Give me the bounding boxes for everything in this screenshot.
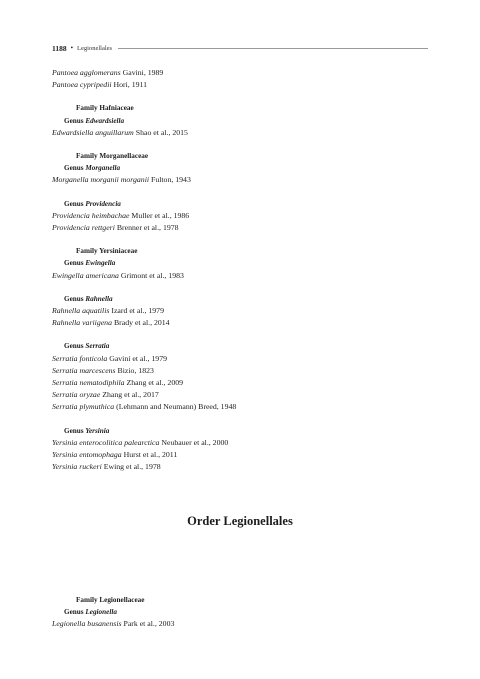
species-authority: Shao et al., 2015 xyxy=(135,127,188,137)
species-authority: Brady et al., 2014 xyxy=(113,318,170,328)
species-entry xyxy=(52,317,432,329)
species-name: Yersinia ruckeri xyxy=(52,462,102,472)
species-authority: Gavini, 1989 xyxy=(122,68,164,77)
spacer xyxy=(52,91,432,102)
genus-prefix: Genus xyxy=(64,259,84,268)
species-entry xyxy=(52,210,432,222)
species-authority: Brenner et al., 1978 xyxy=(116,223,179,233)
page-number: 1188 xyxy=(52,43,67,53)
species-name: Serratia oryzae xyxy=(52,390,101,400)
genus-prefix: Genus xyxy=(64,608,84,617)
species-entry xyxy=(52,449,432,461)
species-authority: Izard et al., 1979 xyxy=(111,306,164,316)
species-name: Serratia fonticola xyxy=(52,353,108,363)
species-entry xyxy=(52,437,432,449)
genus-heading xyxy=(52,162,432,174)
species-name: Ewingella americana xyxy=(52,270,119,280)
species-entry xyxy=(52,353,432,365)
running-header xyxy=(52,42,428,54)
genus-name: Legionella xyxy=(85,608,117,617)
species-name: Providencia heimbachae xyxy=(52,210,130,220)
genus-name: Providencia xyxy=(85,199,121,208)
species-entry xyxy=(52,377,432,389)
taxonomy-list xyxy=(52,67,432,473)
species-entry xyxy=(52,127,432,139)
species-authority: Neubauer et al., 2000 xyxy=(161,437,229,447)
genus-prefix: Genus xyxy=(64,342,84,351)
spacer xyxy=(52,329,432,340)
species-name: Serratia marcescens xyxy=(52,365,116,375)
genus-heading xyxy=(52,257,432,269)
species-entry xyxy=(52,79,432,91)
taxonomy-list-bottom xyxy=(52,594,432,631)
species-authority: Bizio, 1823 xyxy=(117,365,154,375)
species-name: Serratia plymuthica xyxy=(52,402,115,412)
spacer xyxy=(52,234,432,245)
species-entry xyxy=(52,305,432,317)
genus-name: Edwardsiella xyxy=(85,116,125,125)
genus-heading xyxy=(52,293,432,305)
header-bullet: • xyxy=(70,44,74,52)
species-authority: Zhang et al., 2009 xyxy=(126,378,184,388)
spacer xyxy=(52,187,432,198)
genus-heading xyxy=(52,115,432,127)
species-entry xyxy=(52,67,432,79)
genus-heading xyxy=(52,606,432,618)
species-name: Pantoea agglomerans xyxy=(52,68,121,77)
family-heading: Family Morganellaceae xyxy=(76,152,149,161)
species-authority: Fulton, 1943 xyxy=(150,175,191,185)
spacer xyxy=(52,139,432,150)
family-heading: Family Yersiniaceae xyxy=(76,247,138,256)
species-authority: Grimont et al., 1983 xyxy=(120,270,184,280)
species-name: Edwardsiella anguillarum xyxy=(52,127,134,137)
species-name: Yersinia enterocolitica palearctica xyxy=(52,437,160,447)
genus-prefix: Genus xyxy=(64,426,84,435)
species-authority: Hurst et al., 2011 xyxy=(123,450,178,460)
spacer xyxy=(52,414,432,425)
species-entry xyxy=(52,270,432,282)
genus-name: Yersinia xyxy=(85,426,110,435)
species-entry xyxy=(52,365,432,377)
genus-heading xyxy=(52,340,432,352)
species-authority: Zhang et al., 2017 xyxy=(102,390,159,400)
genus-heading xyxy=(52,425,432,437)
species-entry xyxy=(52,461,432,473)
species-authority: Hori, 1911 xyxy=(113,80,147,90)
genus-name: Serratia xyxy=(85,342,110,351)
family-heading: Family Hafniaceae xyxy=(76,104,134,113)
species-authority: Gavini et al., 1979 xyxy=(109,353,168,363)
family-heading: Family Legionellaceae xyxy=(76,596,145,604)
species-name: Rahnella aquatilis xyxy=(52,306,110,316)
species-name: Legionella busanensis xyxy=(52,619,122,629)
section-title: Legionellales xyxy=(77,44,113,52)
species-name: Serratia nematodiphila xyxy=(52,378,125,388)
genus-prefix: Genus xyxy=(64,199,84,208)
species-entry xyxy=(52,389,432,401)
species-entry xyxy=(52,618,432,630)
species-name: Providencia rettgeri xyxy=(52,223,115,233)
species-entry xyxy=(52,222,432,234)
genus-prefix: Genus xyxy=(64,294,84,303)
species-authority: Ewing et al., 1978 xyxy=(103,462,161,472)
species-name: Rahnella variigena xyxy=(52,318,112,328)
species-entry xyxy=(52,401,432,413)
species-entry xyxy=(52,174,432,186)
order-heading: Order Legionellales xyxy=(187,514,293,528)
genus-prefix: Genus xyxy=(64,164,84,173)
species-authority: (Lehmann and Neumann) Breed, 1948 xyxy=(116,402,237,412)
spacer xyxy=(52,282,432,293)
genus-heading xyxy=(52,198,432,210)
genus-name: Morganella xyxy=(85,164,121,173)
species-name: Yersinia entomophaga xyxy=(52,450,122,460)
header-rule xyxy=(118,48,428,49)
genus-name: Ewingella xyxy=(85,259,116,268)
species-authority: Park et al., 2003 xyxy=(123,619,175,629)
species-authority: Muller et al., 1986 xyxy=(131,210,190,220)
genus-name: Rahnella xyxy=(85,294,113,303)
species-name: Morganella morganii morganii xyxy=(52,175,150,185)
genus-prefix: Genus xyxy=(64,116,84,125)
species-name: Pantoea cypripedii xyxy=(52,80,112,90)
